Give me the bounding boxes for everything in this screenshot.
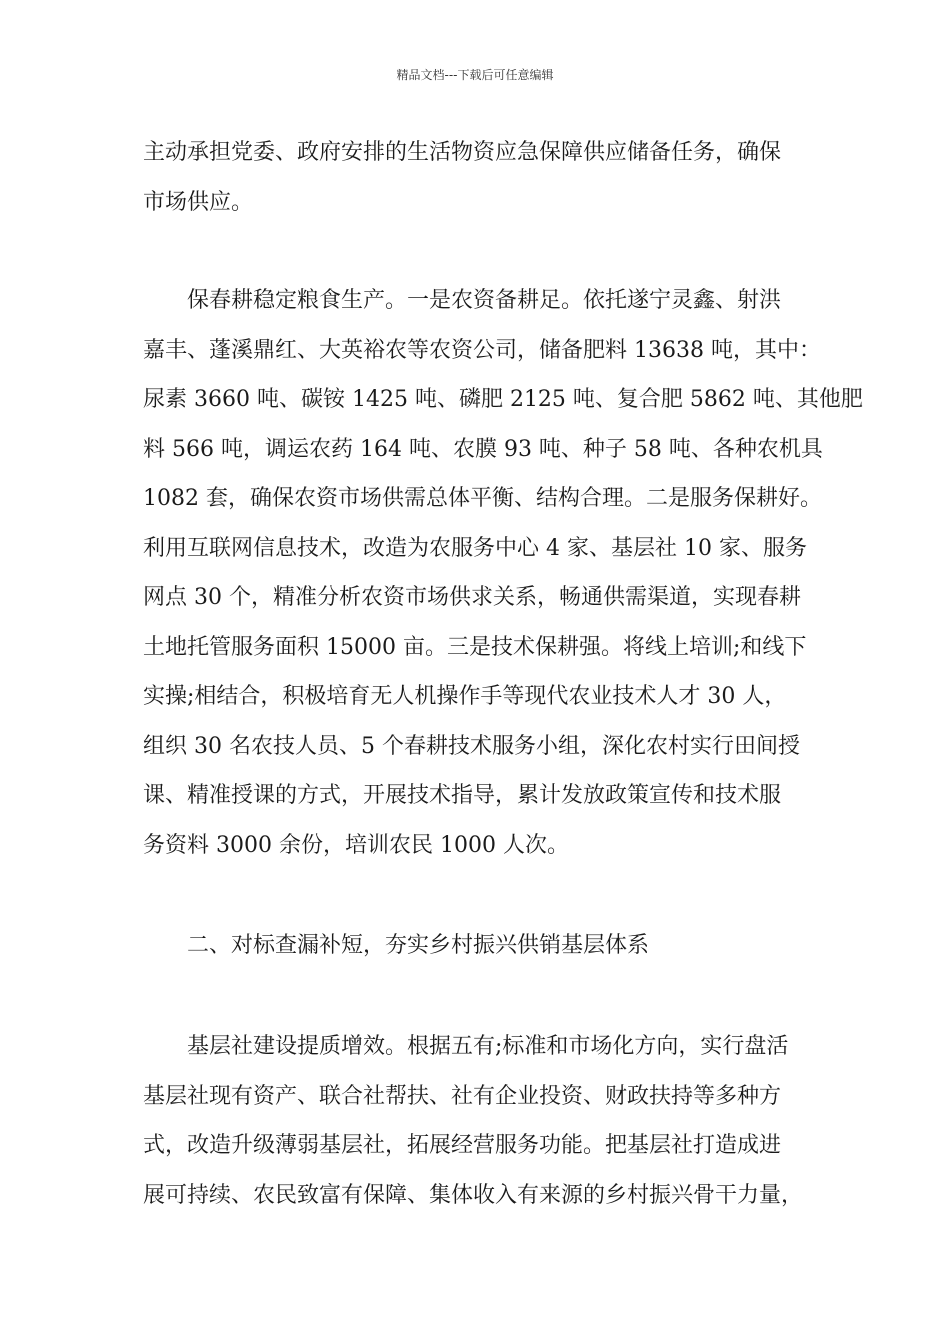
text-line: 网点 30 个，精准分析农资市场供求关系，畅通供需渠道，实现春耕: [143, 585, 801, 610]
text-line: 主动承担党委、政府安排的生活物资应急保障供应储备任务，确保: [143, 140, 782, 165]
text-line: 务资料 3000 余份，培训农民 1000 人次。: [143, 832, 569, 858]
text-line: 组织 30 名农技人员、5 个春耕技术服务小组，深化农村实行田间授: [143, 733, 800, 759]
text-line: 市场供应。: [143, 189, 254, 215]
text-line: 1082 套，确保农资市场供需总体平衡、结构合理。二是服务保耕好。: [143, 486, 822, 511]
paragraph-grassroots-coop: [143, 1022, 823, 1220]
text-line: 实操;相结合，积极培育无人机操作手等现代农业技术人才 30 人，: [143, 684, 787, 709]
paragraph-supply-guarantee: [143, 128, 823, 227]
text-line: 式，改造升级薄弱基层社，拓展经营服务功能。把基层社打造成进: [143, 1133, 782, 1158]
text-line: 土地托管服务面积 15000 亩。三是技术保耕强。将线上培训;和线下: [143, 634, 807, 660]
text-line: 课、精准授课的方式，开展技术指导，累计发放政策宣传和技术服: [143, 783, 782, 808]
heading-text: 二、对标查漏补短，夯实乡村振兴供销基层体系: [187, 933, 650, 958]
text-line: 尿素 3660 吨、碳铵 1425 吨、磷肥 2125 吨、复合肥 5862 吨、其他肥: [143, 387, 863, 412]
text-line: 基层社现有资产、联合社帮扶、社有企业投资、财政扶持等多种方: [143, 1083, 782, 1109]
text-line: 展可持续、农民致富有保障、集体收入有来源的乡村振兴骨干力量，: [143, 1182, 804, 1208]
page-header: 精品文档---下载后可任意编辑: [396, 68, 554, 82]
section-heading: [143, 921, 823, 971]
text-line: 保春耕稳定粮食生产。一是农资备耕足。依托遂宁灵鑫、射洪: [187, 288, 782, 313]
text-line: 利用互联网信息技术，改造为农服务中心 4 家、基层社 10 家、服务: [143, 535, 807, 561]
text-line: 基层社建设提质增效。根据五有;标准和市场化方向，实行盘活: [187, 1034, 789, 1059]
text-line: 料 566 吨，调运农药 164 吨、农膜 93 吨、种子 58 吨、各种农机具: [143, 436, 823, 462]
paragraph-spring-farming: [143, 276, 863, 870]
text-line: 嘉丰、蓬溪鼎红、大英裕农等农资公司，储备肥料 13638 吨，其中：: [143, 337, 821, 363]
